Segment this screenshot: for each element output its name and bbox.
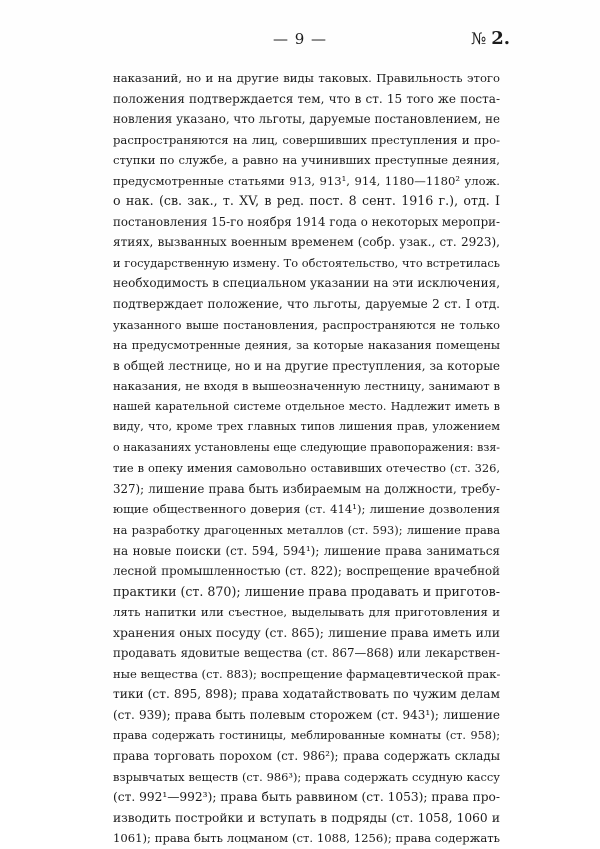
text-line: указанного выше постановления, распространяются не только — [113, 317, 500, 332]
text-line: на разработку драгоценных металлов (ст. 593); лишение права — [113, 523, 500, 538]
page-header — [0, 30, 600, 60]
text-line: (ст. 992¹—992³); права быть раввином (ст. 1053); права про- — [113, 790, 500, 805]
text-line: тие в опеку имения самовольно оставивших отечество (ст. 326, — [113, 461, 500, 476]
text-line: (ст. 939); права быть полевым сторожем (ст. 943¹); лишение — [113, 707, 500, 722]
text-line: тики (ст. 895, 898); права ходатайствовать по чужим делам — [113, 687, 500, 702]
text-line: нашей карательной системе отдельное место. Надлежит иметь в — [113, 399, 500, 413]
text-line: ющие общественного доверия (ст. 414¹); лишение дозволения — [113, 502, 500, 517]
text-line: права содержать гостиницы, меблированные комнаты (ст. 958); — [113, 728, 500, 742]
text-line: 1061); права быть лоцманом (ст. 1088, 1256); права содержать — [113, 831, 500, 846]
text-line: практики (ст. 870); лишение права продавать и приготов- — [113, 583, 501, 599]
text-line: на предусмотренные деяния, за которые наказания помещены — [113, 338, 500, 353]
text-line: ятиях, вызванных военным временем (собр. узак., ст. 2923), — [113, 235, 500, 250]
body-paragraph — [113, 68, 500, 849]
text-line: права торговать порохом (ст. 986²); права содержать склады — [113, 749, 500, 764]
text-line: 327); лишение права быть избираемым на должности, требу- — [113, 481, 500, 496]
text-line: новления указано, что льготы, даруемые постановлением, не — [113, 112, 500, 127]
text-line: необходимость в специальном указании на эти исключения, — [113, 276, 501, 291]
issue-prefix: № — [470, 29, 487, 48]
text-line: наказаний, но и на другие виды таковых. Правильность этого — [113, 71, 500, 85]
page-number: — 9 — — [272, 30, 328, 48]
text-line: хранения оных посуду (ст. 865); лишение права иметь или — [113, 624, 500, 640]
text-line: ступки по службе, а равно на учинивших преступные деяния, — [113, 153, 500, 168]
text-line: положения подтверждается тем, что в ст. 15 того же поста- — [113, 91, 500, 106]
issue-number — [471, 28, 510, 49]
text-line: предусмотренные статьями 913, 913¹, 914, 1180—1180² улож. — [113, 173, 500, 188]
text-line: лесной промышленностью (ст. 822); воспрещение врачебной — [113, 564, 500, 579]
text-line: и государственную измену. То обстоятельство, что встретилась — [113, 255, 500, 270]
text-line: постановления 15-го ноября 1914 года о некоторых меропри- — [113, 214, 500, 229]
text-line: о наказаниях установлены еще следующие правопоражения: взя- — [113, 440, 500, 454]
text-line: ные вещества (ст. 883); воспрещение фармацевтической прак- — [113, 666, 501, 681]
text-line: продавать ядовитые вещества (ст. 867—868) или лекарствен- — [113, 646, 500, 661]
text-line: лять напитки или съестное, выделывать для приготовления и — [113, 605, 500, 620]
text-line: наказания, не входя в вышеозначенную лестницу, занимают в — [113, 379, 500, 394]
text-line: на новые поиски (ст. 594, 594¹); лишение права заниматься — [113, 543, 500, 558]
text-line: в общей лестнице, но и на другие преступления, за которые — [113, 358, 500, 373]
text-line: изводить постройки и вступать в подряды (ст. 1058, 1060 и — [113, 810, 500, 825]
text-line: подтверждает положение, что льготы, даруемые 2 ст. I отд. — [113, 297, 500, 312]
text-line: виду, что, кроме трех главных типов лишения прав, уложением — [113, 420, 500, 434]
text-line: взрывчатых веществ (ст. 986³); права содержать ссудную кассу — [113, 769, 500, 784]
text-line: распространяются на лиц, совершивших преступления и про- — [113, 132, 500, 147]
text-line: о нак. (св. зак., т. XV, в ред. пост. 8 сент. 1916 г.), отд. I — [113, 193, 500, 209]
issue-number-value: 2. — [491, 28, 510, 49]
